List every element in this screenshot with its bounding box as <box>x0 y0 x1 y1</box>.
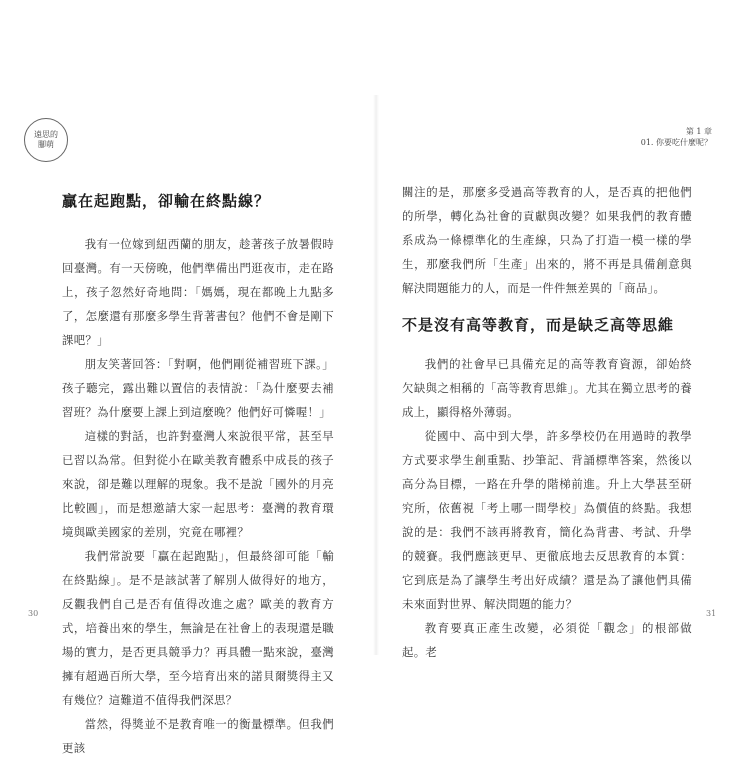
book-gutter <box>373 95 379 655</box>
section-heading: 不是沒有高等教育，而是缺乏高等思維 <box>402 316 675 334</box>
paragraph: 朋友笑著回答：「對啊，他們剛從補習班下課。」孩子聽完，露出難以置信的表情說：「為什麼要去補習班？為什麼要上課上到這麼晚？他們好可憐喔！」 <box>62 357 334 419</box>
series-seal-logo <box>24 118 68 162</box>
seal-line-2: 腳萌 <box>38 140 54 149</box>
paragraph: 我們的社會早已具備充足的高等教育資源，卻始終欠缺與之相稱的「高等教育思維」。尤其在獨立思考的養成上，顯得格外薄弱。 <box>402 357 692 419</box>
paragraph: 這樣的對話，也許對臺灣人來說很平常，甚至早已習以為常。但對從小在歐美教育體系中成長的孩子來說，卻是難以理解的現象。我不是說「國外的月亮比較圓」，而是想邀請大家一起思考：臺灣的教育環境與歐美國家的差別，究竟在哪裡？ <box>62 429 334 539</box>
page-number-left: 30 <box>28 609 39 618</box>
running-header <box>641 126 712 148</box>
seal-line-1: 遠思的 <box>34 130 58 139</box>
right-page <box>402 180 692 664</box>
left-page <box>62 180 334 760</box>
paragraph: 從國中、高中到大學，許多學校仍在用過時的教學方式要求學生創重點、抄筆記、背誦標準答案，然後以高分為目標，一路在升學的階梯前進。升上大學甚至研究所，依舊視「考上哪一間學校」為價值的終點。我想說的是：我們不該再將教育，簡化為背書、考試、升學的競賽。我們應該更早、更徹底地去反思教育的本質：它到底是為了讓學生考出好成績？還是為了讓他們具備未來面對世界、解決問題的能力？ <box>402 429 692 611</box>
paragraph: 當然，得獎並不是教育唯一的衡量標準。但我們更該 <box>62 717 334 755</box>
paragraph: 我們常說要「贏在起跑點」，但最終卻可能「輸在終點線」。是不是該試著了解別人做得好的地方，反觀我們自己是否有值得改進之處？歐美的教育方式，培養出來的學生，無論是在社會上的表現還是職場的實力，是否更具競爭力？再具體一點來說，臺灣擁有超過百所大學，至今培育出來的諾貝爾獎得主又有幾位？這難道不值得我們深思？ <box>62 549 334 707</box>
paragraph: 我有一位嫁到紐西蘭的朋友，趁著孩子放暑假時回臺灣。有一天傍晚，他們準備出門逛夜市，走在路上，孩子忽然好奇地問：「媽媽，現在都晚上九點多了，怎麼還有那麼多學生背著書包？他們不會是剛下課吧？」 <box>62 237 334 347</box>
continued-paragraph: 關注的是，那麼多受過高等教育的人，是否真的把他們的所學，轉化為社會的貢獻與改變？如果我們的教育體系成為一條標準化的生產線，只為了打造一模一樣的學生，那麼我們所「生產」出來的，將不再是具備創意與解決問題能力的人，而是一件件無差異的「商品」。 <box>402 185 692 295</box>
section-heading: 贏在起跑點，卻輸在終點線？ <box>62 192 271 210</box>
chapter-subtitle: 01. 你要吃什麼呢？ <box>640 138 712 147</box>
page-number-right: 31 <box>706 609 717 618</box>
paragraph: 教育要真正產生改變，必須從「觀念」的根部做起。老 <box>402 621 692 659</box>
chapter-label: 第 1 章 <box>685 127 712 136</box>
